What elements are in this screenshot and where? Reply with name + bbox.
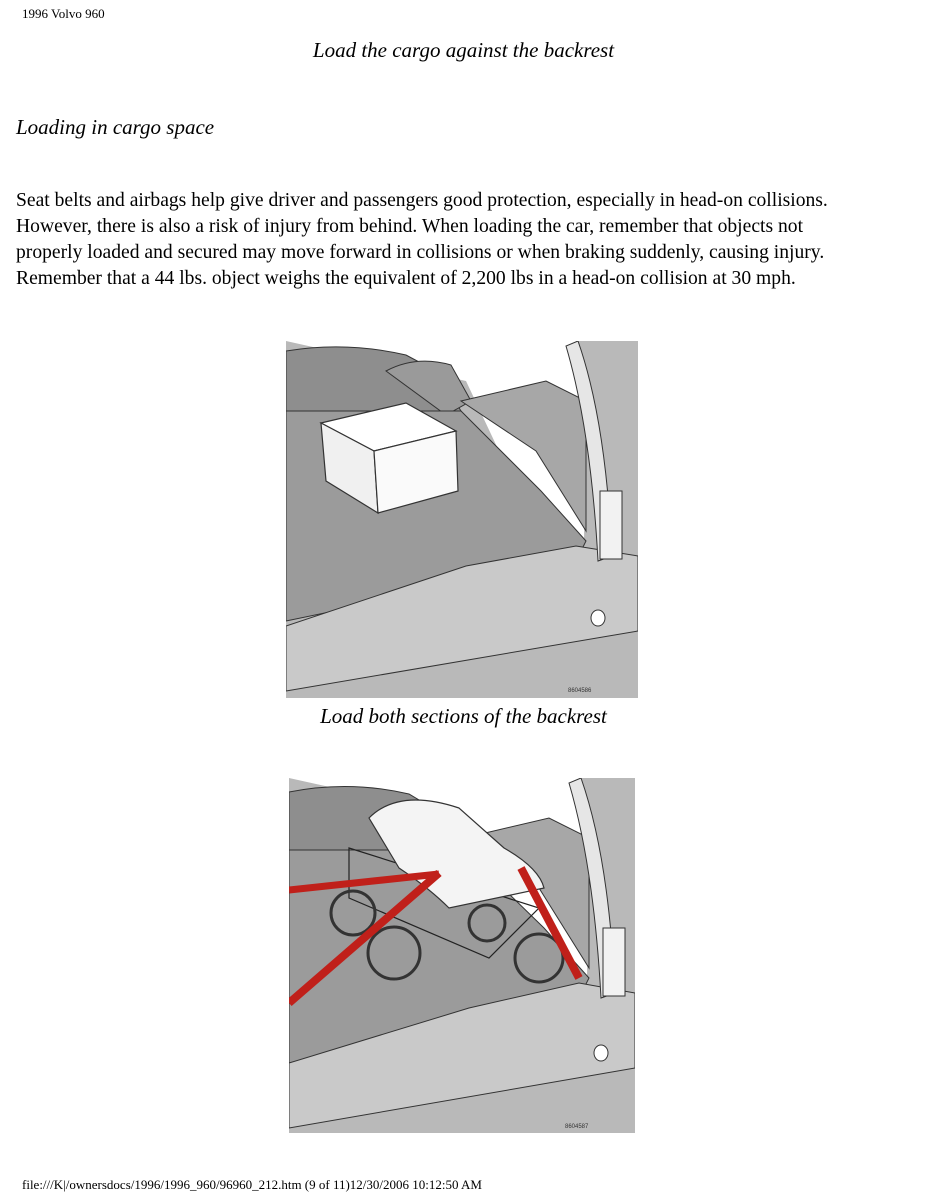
pram-illustration	[289, 778, 635, 1133]
document-header: 1996 Volvo 960	[22, 6, 105, 21]
body-line-3: properly loaded and secured may move forward in collisions or when braking suddenly, causing injury.	[16, 242, 825, 263]
body-line-4: Remember that a 44 lbs. object weighs the equivalent of 2,200 lbs in a head-on collision at 30 mph.	[16, 268, 796, 289]
cargo-box-illustration	[286, 341, 638, 698]
body-text	[16, 188, 916, 292]
body-line-2: However, there is also a risk of injury from behind. When loading the car, remember that objects not	[16, 216, 804, 237]
body-line-1: Seat belts and airbags help give driver and passengers good protection, especially in head-on collisions.	[16, 190, 828, 211]
figure-cargo-box	[286, 341, 638, 698]
section-heading: Loading in cargo space	[16, 115, 215, 139]
caption-top: Load the cargo against the backrest	[312, 38, 615, 62]
footer-path: file:///K|/ownersdocs/1996/1996_960/96960_212.htm (9 of 11)12/30/2006 10:12:50 AM	[22, 1177, 482, 1192]
figure-pram-strapped	[289, 778, 635, 1133]
caption-figure1: Load both sections of the backrest	[320, 704, 607, 728]
figure2-code: 8604587	[565, 1124, 589, 1130]
figure1-code: 8604586	[568, 688, 592, 694]
